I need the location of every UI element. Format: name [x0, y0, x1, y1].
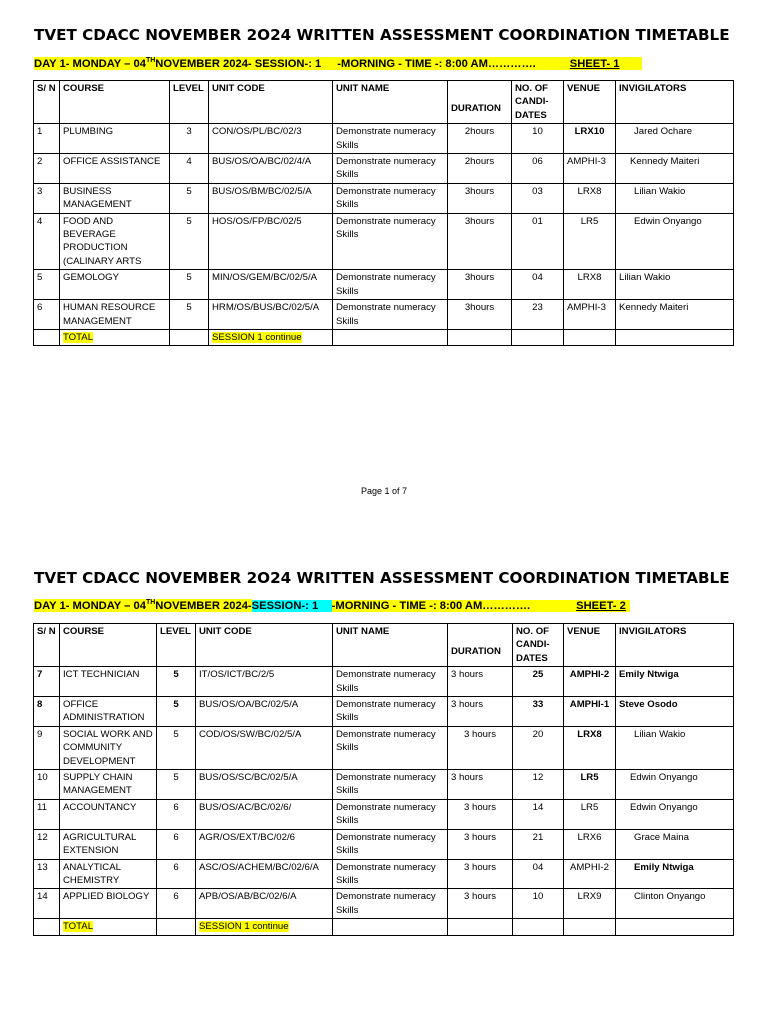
table-row	[34, 300, 734, 330]
cell-unit-name: Demonstrate numeracy Skills	[333, 213, 448, 270]
timetable-table	[33, 623, 734, 936]
cell-course: OFFICE ASSISTANCE	[60, 154, 170, 184]
cell-invigilator: Kennedy Maiteri	[616, 154, 734, 184]
page-number: Page 1 of 7	[360, 486, 408, 496]
cell-invigilator: Kennedy Maiteri	[616, 300, 734, 330]
cell-unit-name: Demonstrate numeracy Skills	[333, 667, 448, 697]
cell-sn: 5	[34, 270, 60, 300]
cell-unit-name: Demonstrate numeracy Skills	[333, 300, 448, 330]
cell-invigilator: Emily Ntwiga	[616, 667, 734, 697]
cell-level: 6	[157, 859, 196, 889]
cell-candidates: 25	[513, 667, 564, 697]
header-level: LEVEL	[157, 624, 196, 667]
header-level: LEVEL	[170, 81, 209, 124]
cell-unit-name: Demonstrate numeracy Skills	[333, 859, 448, 889]
cell-course: PLUMBING	[60, 124, 170, 154]
table-row	[34, 829, 734, 859]
total-label: TOTAL	[63, 331, 94, 343]
header-candidates: NO. OF CANDI- DATES	[513, 624, 564, 667]
table-row	[34, 213, 734, 270]
cell-unit-name: Demonstrate numeracy Skills	[333, 726, 448, 769]
date-label: NOVEMBER 2024-	[155, 599, 252, 612]
cell-sn: 12	[34, 829, 60, 859]
cell-duration: 3 hours	[448, 859, 513, 889]
cell-unit-name: Demonstrate numeracy Skills	[333, 154, 448, 184]
total-label: TOTAL	[63, 921, 94, 933]
cell-course: APPLIED BIOLOGY	[60, 889, 157, 919]
cell-sn: 14	[34, 889, 60, 919]
cell-unit-name: Demonstrate numeracy Skills	[333, 124, 448, 154]
cell-invigilator: Jared Ochare	[616, 124, 734, 154]
table-header	[34, 81, 734, 124]
table-row	[34, 770, 734, 800]
table-row	[34, 183, 734, 213]
cell-venue: AMPHI-1	[564, 697, 616, 727]
cell-level: 4	[170, 154, 209, 184]
header-invigilators: INVIGILATORS	[616, 624, 734, 667]
header-unit-code: UNIT CODE	[209, 81, 333, 124]
cell-course: ICT TECHNICIAN	[60, 667, 157, 697]
session-label: NOVEMBER 2024- SESSION-: 1	[155, 57, 322, 70]
cell-level: 3	[170, 124, 209, 154]
cell-unit-name: Demonstrate numeracy Skills	[333, 697, 448, 727]
cell-level: 5	[170, 183, 209, 213]
cell-candidates: 33	[513, 697, 564, 727]
cell-unit-code: CON/OS/PL/BC/02/3	[209, 124, 333, 154]
cell-unit-code: COD/OS/SW/BC/02/5/A	[196, 726, 333, 769]
session-line	[34, 57, 642, 73]
header-unit-code: UNIT CODE	[196, 624, 333, 667]
day-suffix: TH	[145, 57, 156, 64]
cell-candidates: 03	[512, 183, 564, 213]
table-header	[34, 624, 734, 667]
cell-invigilator: Lilian Wakio	[616, 270, 734, 300]
table-row	[34, 889, 734, 919]
cell-duration: 2hours	[448, 154, 512, 184]
cell-duration: 3 hours	[448, 697, 513, 727]
cell-unit-code: AGR/OS/EXT/BC/02/6	[196, 829, 333, 859]
table-row	[34, 124, 734, 154]
cell-unit-code: BUS/OS/OA/BC/02/4/A	[209, 154, 333, 184]
header-candidates: NO. OF CANDI- DATES	[512, 81, 564, 124]
cell-level: 6	[157, 829, 196, 859]
cell-level: 5	[170, 213, 209, 270]
session-label: SESSION-: 1	[251, 599, 319, 612]
cell-duration: 3 hours	[448, 799, 513, 829]
cell-unit-name: Demonstrate numeracy Skills	[333, 889, 448, 919]
day-label: DAY 1- MONDAY – 04	[34, 599, 146, 612]
cell-unit-code: MIN/OS/GEM/BC/02/5/A	[209, 270, 333, 300]
session-continue-label: SESSION 1 continue	[199, 921, 289, 933]
cell-unit-code: ASC/OS/ACHEM/BC/02/6/A	[196, 859, 333, 889]
cell-duration: 3 hours	[448, 726, 513, 769]
cell-venue: AMPHI-2	[564, 667, 616, 697]
cell-unit-code: HOS/OS/FP/BC/02/5	[209, 213, 333, 270]
sheet-label: SHEET- 2	[576, 599, 626, 612]
cell-duration: 2hours	[448, 124, 512, 154]
cell-sn: 4	[34, 213, 60, 270]
cell-unit-name: Demonstrate numeracy Skills	[333, 829, 448, 859]
header-unit-name: UNIT NAME	[333, 624, 448, 667]
timetable-table	[33, 80, 734, 346]
cell-duration: 3hours	[448, 270, 512, 300]
cell-candidates: 10	[513, 889, 564, 919]
cell-unit-code: APB/OS/AB/BC/02/6/A	[196, 889, 333, 919]
cell-course: ACCOUNTANCY	[60, 799, 157, 829]
header-invigilators: INVIGILATORS	[616, 81, 734, 124]
cell-sn: 9	[34, 726, 60, 769]
cell-duration: 3 hours	[448, 770, 513, 800]
cell-venue: AMPHI-2	[564, 859, 616, 889]
cell-invigilator: Lilian Wakio	[616, 726, 734, 769]
session-continue-label: SESSION 1 continue	[212, 331, 302, 343]
time-label: -MORNING - TIME -: 8:00 AM………….	[337, 57, 536, 70]
cell-level: 6	[157, 799, 196, 829]
cell-level: 5	[157, 770, 196, 800]
table-row	[34, 859, 734, 889]
cell-invigilator: Edwin Onyango	[616, 770, 734, 800]
cell-candidates: 20	[513, 726, 564, 769]
cell-candidates: 23	[512, 300, 564, 330]
cell-venue: LR5	[564, 770, 616, 800]
cell-sn: 3	[34, 183, 60, 213]
cell-course: ANALYTICAL CHEMISTRY	[60, 859, 157, 889]
cell-candidates: 06	[512, 154, 564, 184]
cell-venue: AMPHI-3	[564, 154, 616, 184]
cell-invigilator: Grace Maina	[616, 829, 734, 859]
cell-level: 5	[170, 300, 209, 330]
cell-duration: 3hours	[448, 213, 512, 270]
time-label: -MORNING - TIME -: 8:00 AM………….	[331, 599, 531, 612]
cell-candidates: 21	[513, 829, 564, 859]
cell-unit-code: BUS/OS/OA/BC/02/5/A	[196, 697, 333, 727]
cell-invigilator: Steve Osodo	[616, 697, 734, 727]
cell-invigilator: Edwin Onyango	[616, 213, 734, 270]
sheet-label: SHEET- 1	[569, 57, 620, 70]
cell-venue: LRX8	[564, 726, 616, 769]
table-row	[34, 697, 734, 727]
cell-invigilator: Lilian Wakio	[616, 183, 734, 213]
cell-candidates: 10	[512, 124, 564, 154]
cell-candidates: 04	[512, 270, 564, 300]
cell-duration: 3 hours	[448, 889, 513, 919]
cell-sn: 10	[34, 770, 60, 800]
cell-unit-code: HRM/OS/BUS/BC/02/5/A	[209, 300, 333, 330]
cell-invigilator: Edwin Onyango	[616, 799, 734, 829]
cell-sn: 13	[34, 859, 60, 889]
cell-sn: 7	[34, 667, 60, 697]
table-row	[34, 270, 734, 300]
cell-course: AGRICULTURAL EXTENSION	[60, 829, 157, 859]
cell-candidates: 01	[512, 213, 564, 270]
cell-unit-name: Demonstrate numeracy Skills	[333, 183, 448, 213]
cell-level: 6	[157, 889, 196, 919]
cell-unit-name: Demonstrate numeracy Skills	[333, 799, 448, 829]
cell-venue: AMPHI-3	[564, 300, 616, 330]
table-row	[34, 154, 734, 184]
header-venue: VENUE	[564, 624, 616, 667]
total-row	[34, 329, 734, 345]
page-title: TVET CDACC NOVEMBER 2O24 WRITTEN ASSESSMENT COORDINATION TIMETABLE	[34, 26, 730, 44]
cell-sn: 6	[34, 300, 60, 330]
header-course: COURSE	[60, 624, 157, 667]
cell-course: FOOD AND BEVERAGE PRODUCTION (CALINARY ARTS	[60, 213, 170, 270]
cell-duration: 3hours	[448, 183, 512, 213]
header-sn: S/ N	[34, 624, 60, 667]
cell-venue: LR5	[564, 213, 616, 270]
cell-course: GEMOLOGY	[60, 270, 170, 300]
cell-course: BUSINESS MANAGEMENT	[60, 183, 170, 213]
cell-candidates: 14	[513, 799, 564, 829]
day-suffix: TH	[145, 599, 156, 606]
header-sn: S/ N	[34, 81, 60, 124]
cell-duration: 3 hours	[448, 829, 513, 859]
cell-course: HUMAN RESOURCE MANAGEMENT	[60, 300, 170, 330]
cell-level: 5	[157, 697, 196, 727]
table-row	[34, 726, 734, 769]
cell-sn: 1	[34, 124, 60, 154]
cell-unit-code: IT/OS/ICT/BC/2/5	[196, 667, 333, 697]
cell-duration: 3 hours	[448, 667, 513, 697]
cell-duration: 3hours	[448, 300, 512, 330]
cell-unit-code: BUS/OS/SC/BC/02/5/A	[196, 770, 333, 800]
table-row	[34, 799, 734, 829]
session-line	[34, 599, 630, 615]
cell-venue: LRX8	[564, 183, 616, 213]
cell-venue: LRX6	[564, 829, 616, 859]
header-duration: DURATION	[448, 81, 512, 124]
cell-unit-code: BUS/OS/AC/BC/02/6/	[196, 799, 333, 829]
day-label: DAY 1- MONDAY – 04	[34, 57, 146, 70]
cell-invigilator: Clinton Onyango	[616, 889, 734, 919]
header-duration: DURATION	[448, 624, 513, 667]
cell-venue: LRX8	[564, 270, 616, 300]
header-venue: VENUE	[564, 81, 616, 124]
cell-sn: 2	[34, 154, 60, 184]
page-title: TVET CDACC NOVEMBER 2O24 WRITTEN ASSESSMENT COORDINATION TIMETABLE	[34, 569, 730, 587]
cell-candidates: 12	[513, 770, 564, 800]
cell-invigilator: Emily Ntwiga	[616, 859, 734, 889]
total-row	[34, 919, 734, 935]
header-course: COURSE	[60, 81, 170, 124]
cell-level: 5	[170, 270, 209, 300]
cell-course: SUPPLY CHAIN MANAGEMENT	[60, 770, 157, 800]
cell-sn: 8	[34, 697, 60, 727]
cell-sn: 11	[34, 799, 60, 829]
table-row	[34, 667, 734, 697]
cell-unit-name: Demonstrate numeracy Skills	[333, 770, 448, 800]
cell-level: 5	[157, 667, 196, 697]
cell-venue: LRX9	[564, 889, 616, 919]
cell-unit-name: Demonstrate numeracy Skills	[333, 270, 448, 300]
cell-candidates: 04	[513, 859, 564, 889]
cell-unit-code: BUS/OS/BM/BC/02/5/A	[209, 183, 333, 213]
cell-venue: LRX10	[564, 124, 616, 154]
cell-course: OFFICE ADMINISTRATION	[60, 697, 157, 727]
cell-level: 5	[157, 726, 196, 769]
cell-course: SOCIAL WORK AND COMMUNITY DEVELOPMENT	[60, 726, 157, 769]
header-unit-name: UNIT NAME	[333, 81, 448, 124]
cell-venue: LR5	[564, 799, 616, 829]
